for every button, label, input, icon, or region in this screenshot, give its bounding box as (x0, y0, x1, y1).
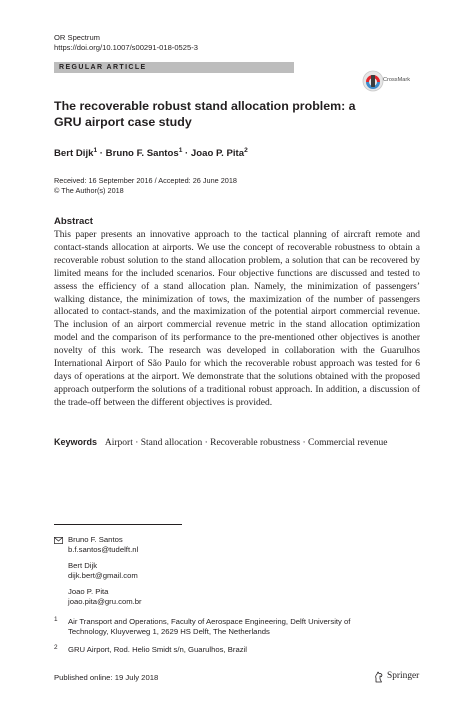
author-list (54, 148, 248, 160)
author-separator: · (99, 148, 103, 159)
keywords-list: Airport · Stand allocation · Recoverable robustness · Commercial revenue (104, 438, 388, 448)
affiliation-number: 1 (54, 616, 58, 623)
author-affiliation-mark: 1 (93, 147, 98, 154)
author-separator: · (185, 148, 189, 159)
doi-link[interactable]: https://doi.org/10.1007/s00291-018-0525-3 (54, 43, 198, 52)
affiliation-number: 2 (54, 644, 58, 651)
contact-email[interactable]: dijk.bert@gmail.com (68, 571, 138, 580)
springer-horse-icon (374, 671, 384, 683)
journal-name: OR Spectrum (54, 33, 100, 42)
author-name[interactable]: Bruno F. Santos (105, 148, 179, 159)
publisher-name: Springer (387, 671, 420, 681)
author-affiliation-mark: 1 (178, 147, 183, 154)
envelope-icon (54, 537, 63, 544)
published-online-date: Published online: 19 July 2018 (54, 673, 159, 682)
keywords-label: Keywords (54, 437, 98, 447)
contact-email[interactable]: joao.pita@gru.com.br (68, 597, 142, 606)
abstract-heading: Abstract (54, 216, 93, 227)
author-name[interactable]: Bert Dijk (54, 148, 94, 159)
contact-name: Bruno F. Santos (68, 535, 123, 544)
crossmark-badge[interactable] (362, 70, 422, 98)
keywords-row (54, 436, 424, 449)
crossmark-label: CrossMark (383, 77, 411, 83)
crossmark-icon (362, 70, 384, 92)
affiliation-text: GRU Airport, Rod. Helio Smidt s/n, Guarulhos, Brazil (68, 645, 248, 654)
article-type-label: REGULAR ARTICLE (59, 64, 147, 71)
affiliation-text: Air Transport and Operations, Faculty of Aerospace Engineering, Delft University of Technology, Kluyverweg 1, 2629 HS Delft, The Netherlands (68, 617, 351, 637)
contact-email[interactable]: b.f.santos@tudelft.nl (68, 545, 139, 554)
author-affiliation-mark: 2 (244, 147, 248, 154)
contact-name: Bert Dijk (68, 561, 98, 570)
abstract-body: This paper presents an innovative approach to the tactical planning of aircraft remote and contact-stands allocation at airports. We use the concept of recoverable robustness to obtain a recoverable robust solution to the stand allocation problem, a solution that can be recovered by limited means for the included scenarios. Four objective functions are discussed and tested to assess the efficiency of a stand allocation plan. Namely, the minimization of passengers’ walking distance, the minimization of tows, the maximization of the number of passengers allocated to contact-stands, and the maximization of the potential airport commercial revenue. The inclusion of an airport commercial revenue metric in the stand allocation optimization model and the comparison of its performance to the pre-mentioned other objectives is another novelty of this work. The research was developed in collaboration with the Guarulhos International Airport of São Paulo for which the recoverable robust approach was tested for 6 days of operations at the airport. We demonstrate that the solutions obtained with the proposed approach outperform the solutions of a traditional robust approach. In addition, a discussion of the trade-off between the different objectives is provided. (54, 230, 420, 408)
contact-name: Joao P. Pita (68, 587, 109, 596)
footnote-divider (54, 524, 182, 525)
copyright-notice: © The Author(s) 2018 (54, 186, 124, 195)
paper-title: The recoverable robust stand allocation problem: a GRU airport case study (54, 99, 356, 129)
received-accepted-dates: Received: 16 September 2016 / Accepted: 26 June 2018 (54, 176, 237, 185)
author-name[interactable]: Joao P. Pita (190, 148, 245, 159)
